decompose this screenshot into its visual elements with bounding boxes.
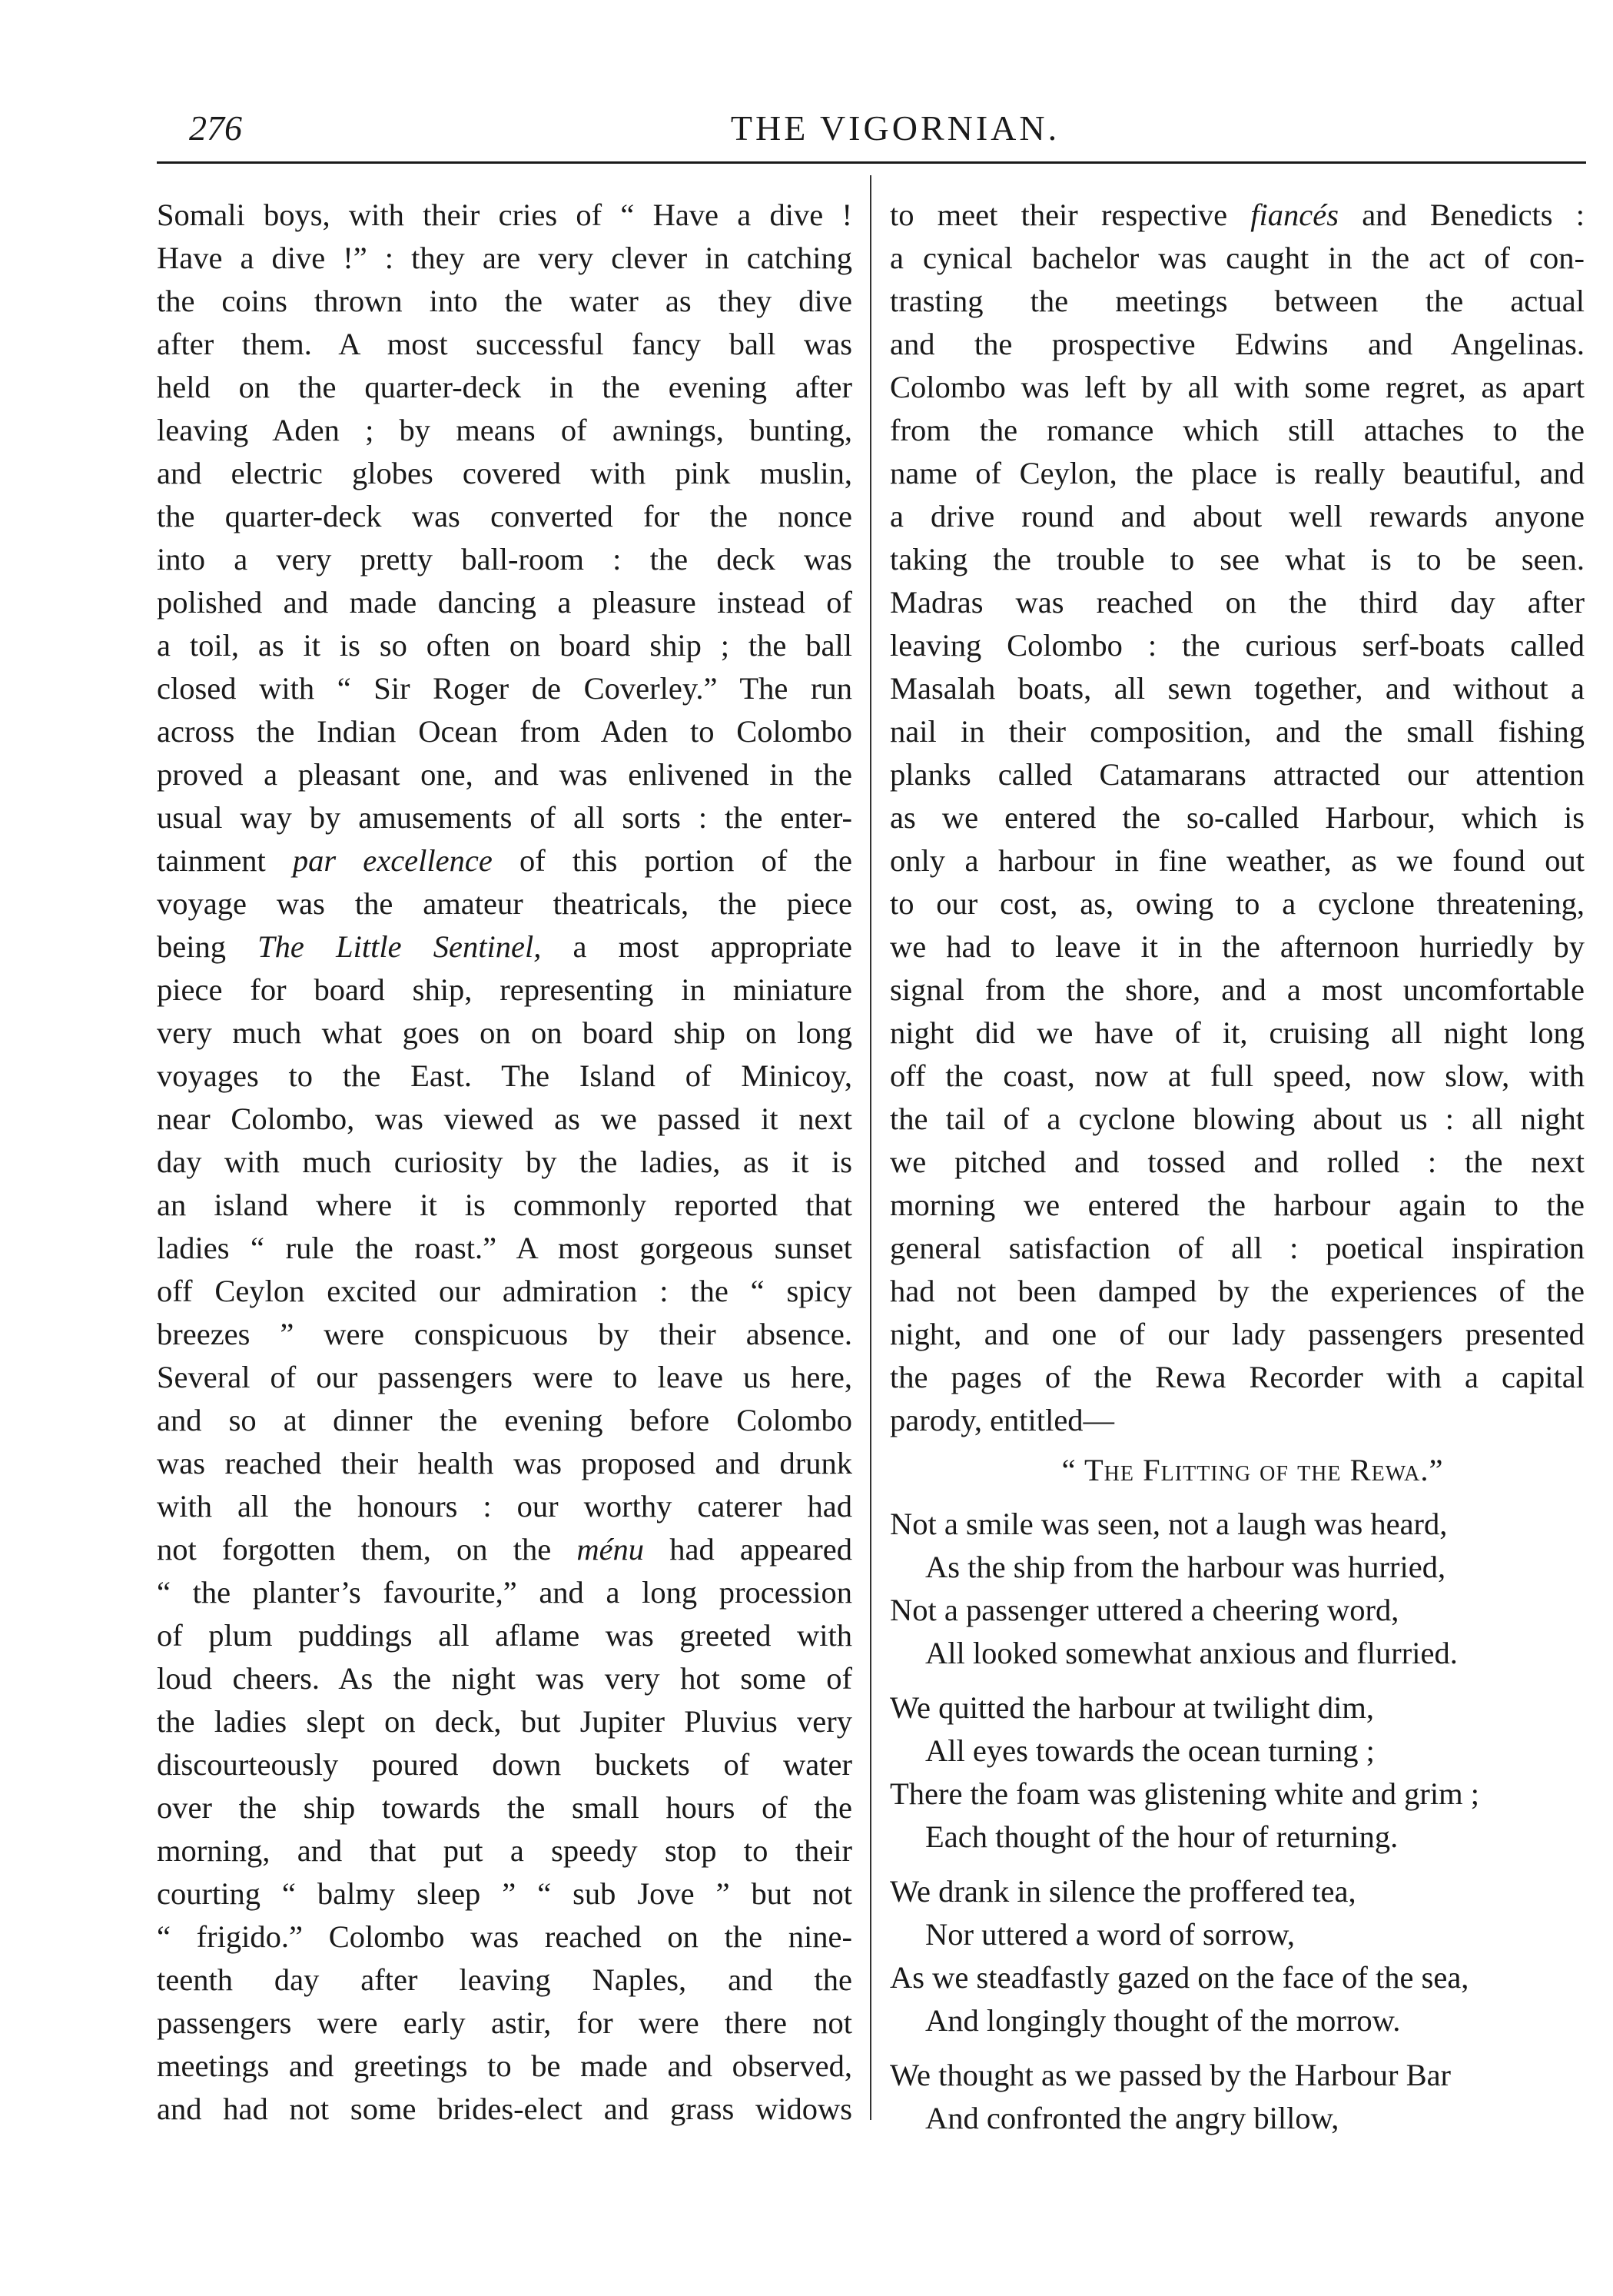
- text-line: and so at dinner the evening before Colombo: [157, 1403, 852, 1437]
- text-line: morning we entered the harbour again to the: [890, 1188, 1585, 1222]
- text-line: after them. A most successful fancy ball was: [157, 327, 852, 361]
- left-column: [157, 194, 852, 2131]
- text-line: parody, entitled—: [890, 1403, 1115, 1437]
- text-line: night, and one of our lady passengers presented: [890, 1317, 1585, 1351]
- poem-stanza: [890, 2054, 1585, 2140]
- text-line: only a harbour in fine weather, as we found out: [890, 843, 1585, 878]
- text-line: night did we have of it, cruising all night long: [890, 1015, 1585, 1050]
- text-line: discourteously poured down buckets of water: [157, 1747, 852, 1782]
- text-line: the quarter-deck was converted for the nonce: [157, 499, 852, 533]
- text-line: closed with “ Sir Roger de Coverley.” The run: [157, 671, 852, 706]
- poem-line: Not a passenger uttered a cheering word,: [890, 1593, 1399, 1627]
- poem-stanza: [890, 1503, 1585, 1675]
- text-line: name of Ceylon, the place is really beautiful, and: [890, 456, 1585, 490]
- text-line: off Ceylon excited our admiration : the “ spicy: [157, 1274, 852, 1308]
- text-line: Somali boys, with their cries of “ Have a dive !: [157, 198, 852, 232]
- text-line: trasting the meetings between the actual: [890, 284, 1585, 318]
- italic-text: The Little Sentinel,: [257, 929, 542, 964]
- text-line: breezes ” were conspicuous by their absence.: [157, 1317, 852, 1351]
- text-line: we pitched and tossed and rolled : the next: [890, 1145, 1585, 1179]
- poem-line: Not a smile was seen, not a laugh was heard,: [890, 1507, 1448, 1541]
- text-line: day with much curiosity by the ladies, as it is: [157, 1145, 852, 1179]
- right-prose: [890, 194, 1585, 1442]
- text-line: to our cost, as, owing to a cyclone threatening,: [890, 886, 1585, 921]
- text-line: and had not some brides-elect and grass widows: [157, 2092, 852, 2126]
- text-segment: being: [157, 929, 258, 964]
- poem-stanza: [890, 1686, 1585, 1859]
- text-line: ladies “ rule the roast.” A most gorgeous sunset: [157, 1231, 852, 1265]
- text-segment: and Benedicts :: [1339, 198, 1585, 232]
- text-line: the ladies slept on deck, but Jupiter Pluvius very: [157, 1704, 852, 1739]
- text-line: from the romance which still attaches to the: [890, 413, 1585, 447]
- poem-line: We quitted the harbour at twilight dim,: [890, 1690, 1374, 1725]
- text-line: [157, 925, 852, 969]
- text-segment: not forgotten them, on the: [157, 1532, 577, 1567]
- text-line: usual way by amusements of all sorts : the enter-: [157, 800, 852, 835]
- text-line: a cynical bachelor was caught in the act of con-: [890, 241, 1585, 275]
- text-line: meetings and greetings to be made and observed,: [157, 2048, 852, 2083]
- poem-line: And longingly thought of the morrow.: [925, 2003, 1401, 2038]
- text-line: near Colombo, was viewed as we passed it next: [157, 1101, 852, 1136]
- text-line: courting “ balmy sleep ” “ sub Jove ” but not: [157, 1876, 852, 1911]
- text-line: polished and made dancing a pleasure instead of: [157, 585, 852, 620]
- text-line: the coins thrown into the water as they dive: [157, 284, 852, 318]
- text-line: passengers were early astir, for were there not: [157, 2005, 852, 2040]
- text-line: voyages to the East. The Island of Minicoy,: [157, 1058, 852, 1093]
- text-segment: had appeared: [644, 1532, 852, 1567]
- poem-line: There the foam was glistening white and grim ;: [890, 1776, 1480, 1811]
- text-segment: to meet their respective: [890, 198, 1251, 232]
- text-line: piece for board ship, representing in miniature: [157, 972, 852, 1007]
- poem-title: “ The Flitting of the Rewa.”: [1061, 1453, 1444, 1487]
- text-line: a toil, as it is so often on board ship ; the ball: [157, 628, 852, 663]
- text-line: loud cheers. As the night was very hot some of: [157, 1661, 852, 1696]
- text-line: and electric globes covered with pink muslin,: [157, 456, 852, 490]
- text-line: planks called Catamarans attracted our attention: [890, 757, 1585, 792]
- text-line: as we entered the so-called Harbour, which is: [890, 800, 1585, 835]
- text-line: with all the honours : our worthy caterer had: [157, 1489, 852, 1523]
- page-number: 276: [189, 108, 242, 148]
- text-line: signal from the shore, and a most uncomfortable: [890, 972, 1585, 1007]
- text-line: nail in their composition, and the small fishing: [890, 714, 1585, 749]
- poem-line: Each thought of the hour of returning.: [925, 1819, 1399, 1854]
- text-line: general satisfaction of all : poetical inspiration: [890, 1231, 1585, 1265]
- text-segment: tainment: [157, 843, 293, 878]
- running-title: THE VIGORNIAN.: [730, 108, 1060, 148]
- text-line: [890, 194, 1585, 237]
- text-line: leaving Colombo : the curious serf-boats called: [890, 628, 1585, 663]
- text-line: the pages of the Rewa Recorder with a capital: [890, 1360, 1585, 1394]
- text-line: Colombo was left by all with some regret, as apart: [890, 370, 1585, 404]
- text-segment: a most appropriate: [541, 929, 852, 964]
- text-line: into a very pretty ball-room : the deck was: [157, 542, 852, 576]
- poem-line: All eyes towards the ocean turning ;: [925, 1733, 1375, 1768]
- text-line: Have a dive !” : they are very clever in catching: [157, 241, 852, 275]
- text-line: very much what goes on on board ship on long: [157, 1015, 852, 1050]
- text-line: over the ship towards the small hours of the: [157, 1790, 852, 1825]
- italic-text: fiancés: [1250, 198, 1339, 232]
- text-line: off the coast, now at full speed, now slow, with: [890, 1058, 1585, 1093]
- text-line: and the prospective Edwins and Angelinas.: [890, 327, 1585, 361]
- text-line: the tail of a cyclone blowing about us : all night: [890, 1101, 1585, 1136]
- text-line: we had to leave it in the afternoon hurriedly by: [890, 929, 1585, 964]
- poem-line: We thought as we passed by the Harbour Bar: [890, 2058, 1452, 2092]
- text-line: an island where it is commonly reported that: [157, 1188, 852, 1222]
- text-line: a drive round and about well rewards anyone: [890, 499, 1585, 533]
- text-line: “ frigido.” Colombo was reached on the nine-: [157, 1919, 852, 1954]
- right-column: [890, 194, 1585, 2140]
- text-line: voyage was the amateur theatricals, the piece: [157, 886, 852, 921]
- text-line: had not been damped by the experiences of the: [890, 1274, 1585, 1308]
- text-line: was reached their health was proposed and drunk: [157, 1446, 852, 1480]
- text-line: across the Indian Ocean from Aden to Colombo: [157, 714, 852, 749]
- text-line: Madras was reached on the third day after: [890, 585, 1585, 620]
- poem-line: Nor uttered a word of sorrow,: [925, 1917, 1295, 1952]
- poem-line: We drank in silence the proffered tea,: [890, 1874, 1356, 1909]
- poem-line: As the ship from the harbour was hurried,: [925, 1550, 1446, 1584]
- text-line: proved a pleasant one, and was enlivened in the: [157, 757, 852, 792]
- text-line: leaving Aden ; by means of awnings, bunting,: [157, 413, 852, 447]
- text-line: teenth day after leaving Naples, and the: [157, 1962, 852, 1997]
- text-line: Masalah boats, all sewn together, and without a: [890, 671, 1585, 706]
- poem-line: As we steadfastly gazed on the face of the sea,: [890, 1960, 1469, 1995]
- text-line: Several of our passengers were to leave us here,: [157, 1360, 852, 1394]
- text-line: [157, 1528, 852, 1571]
- poem-line: And confronted the angry billow,: [925, 2101, 1339, 2135]
- text-line: morning, and that put a speedy stop to their: [157, 1833, 852, 1868]
- text-line: taking the trouble to see what is to be seen.: [890, 542, 1585, 576]
- column-divider: [870, 175, 871, 2120]
- text-line: of plum puddings all aflame was greeted with: [157, 1618, 852, 1653]
- text-segment: of this portion of the: [492, 843, 852, 878]
- text-line: “ the planter’s favourite,” and a long procession: [157, 1575, 852, 1610]
- text-line: [157, 839, 852, 882]
- poem-line: All looked somewhat anxious and flurried.: [925, 1636, 1458, 1670]
- italic-text: ménu: [576, 1532, 645, 1567]
- poem: [890, 1503, 1585, 2140]
- poem-stanza: [890, 1870, 1585, 2042]
- text-line: held on the quarter-deck in the evening after: [157, 370, 852, 404]
- header-rule: [157, 161, 1586, 164]
- italic-text: par excellence: [292, 843, 493, 878]
